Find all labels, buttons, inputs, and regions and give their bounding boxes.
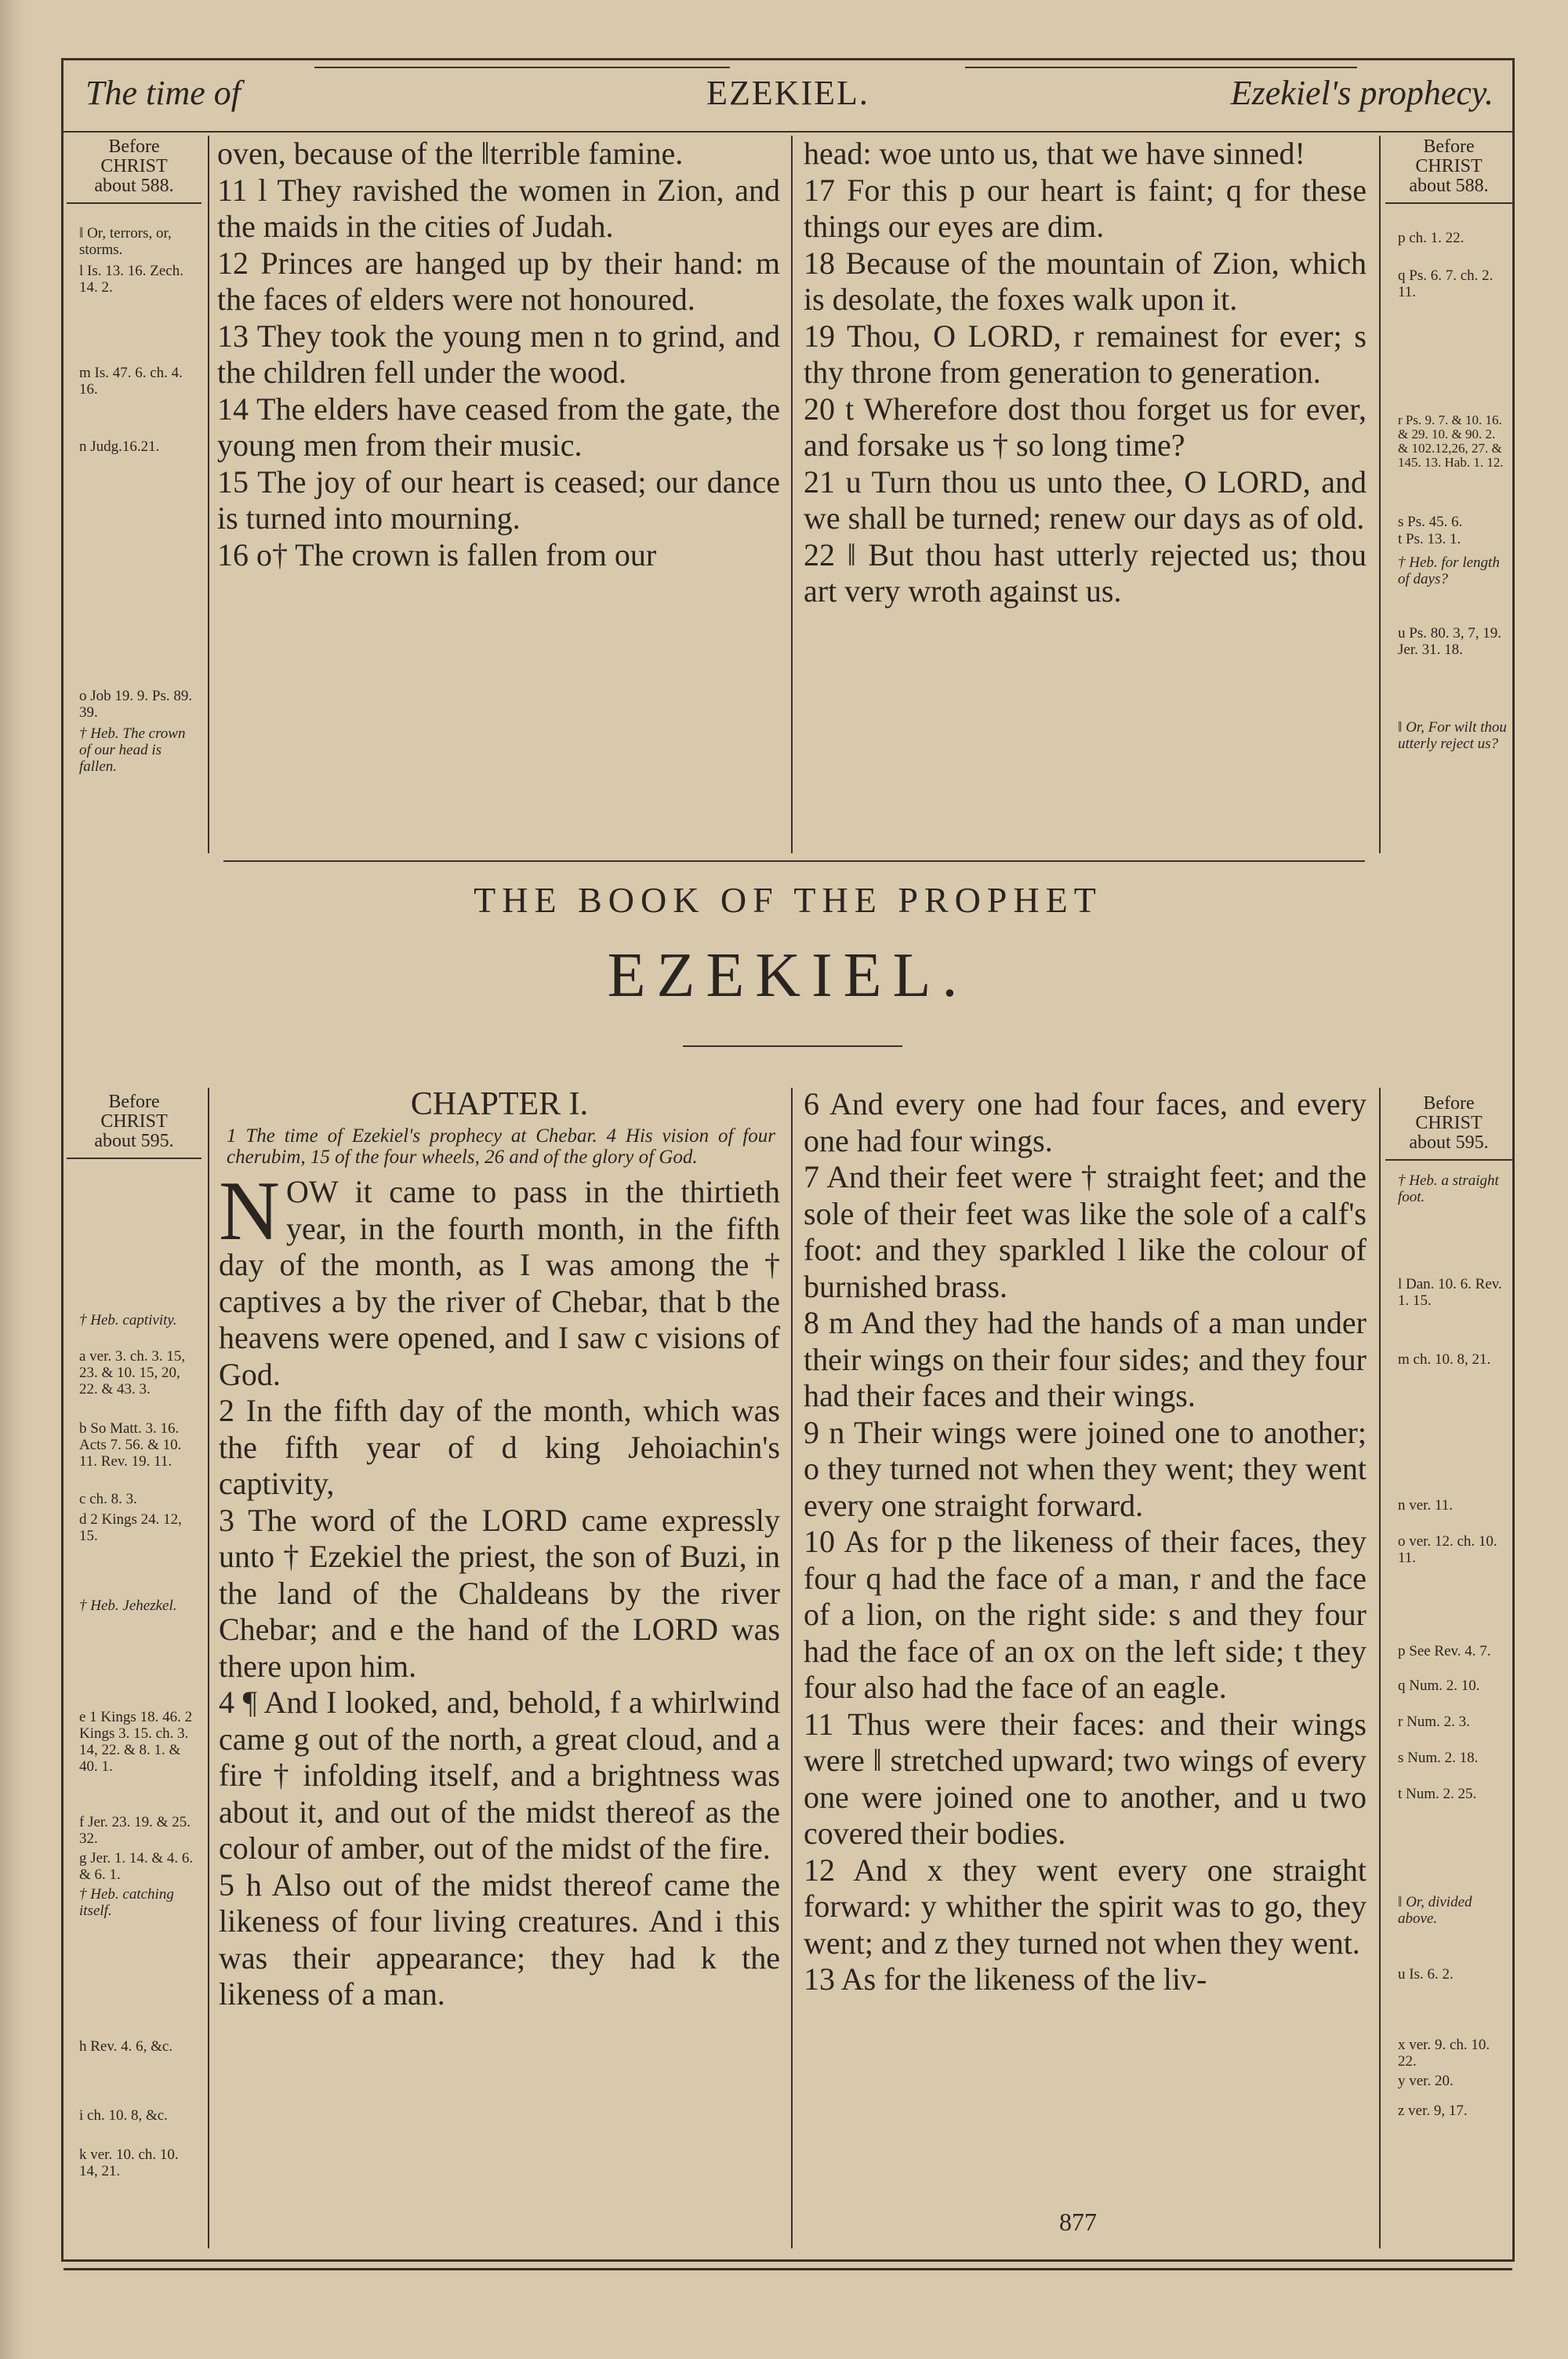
era-label: Before CHRIST about 595. [1409,1093,1489,1153]
verse: 6 And every one had four faces, and every one had four wings. [804,1086,1367,1158]
margin-divider [1379,136,1381,853]
verse: 9 n Their wings were joined one to another; o they turned not when they went; they went every one straight forward. [804,1414,1367,1523]
verse: 19 Thou, O LORD, r remainest for ever; s thy throne from generation to generation. [804,318,1367,390]
margin-note: † Heb. captivity. [79,1312,177,1329]
margin-divider [1379,1088,1381,2248]
chapter-left-column [219,1086,780,2013]
verse: 20 t Wherefore dost thou forget us for ever, and forsake us † so long time? [804,391,1367,463]
verse: 14 The elders have ceased from the gate, the young men from their music. [217,391,780,463]
chapter-right-column [804,1086,1367,1998]
margin-note: z ver. 9, 17. [1398,2103,1468,2119]
margin-note: a ver. 3. ch. 3. 15, 23. & 10. 15, 20, 22. & 43. 3. [79,1348,186,1398]
margin-note: u Ps. 80. 3, 7, 19. Jer. 31. 18. [1398,625,1501,658]
verse: 12 Princes are hanged up by their hand: m the faces of elders were not honoured. [217,245,780,317]
margin-note: k ver. 10. ch. 10. 14, 21. [79,2146,179,2179]
margin-note: h Rev. 4. 6, &c. [79,2038,173,2055]
margin-note: † Heb. a straight foot. [1398,1172,1499,1205]
book-title-line: THE BOOK OF THE PROPHET [474,880,1102,920]
verse: 18 Because of the mountain of Zion, which is desolate, the foxes walk upon it. [804,245,1367,317]
margin-note: o ver. 12. ch. 10. 11. [1398,1533,1497,1566]
header-left-text: The time of [85,74,241,112]
margin-note: b So Matt. 3. 16. Acts 7. 56. & 10. 11. Rev. 19. 11. [79,1420,182,1470]
verse: 21 u Turn thou us unto thee, O LORD, and we shall be turned; renew our days as of old. [804,463,1367,536]
verse: 16 o† The crown is fallen from our [217,536,657,572]
margin-note: g Jer. 1. 14. & 4. 6. & 6. 1. [79,1850,194,1883]
verse: 13 As for the likeness of the liv- [804,1961,1207,1997]
column-divider [791,1088,793,2248]
verse: 7 And their feet were † straight feet; and the sole of their feet was like the sole of a calf's foot: and they sparkled l like the colour of burnished brass. [804,1159,1367,1304]
bottom-left-margin [64,1092,205,1159]
margin-note: r Num. 2. 3. [1398,1714,1470,1730]
chapter-heading: CHAPTER I. [410,1086,589,1122]
margin-note: † Heb. The crown of our head is fallen. [79,725,186,775]
verse: 12 And x they went every one straight forward: y whither the spirit was to go, they went; and z they turned not when they went. [804,1852,1367,1961]
margin-note: p See Rev. 4. 7. [1398,1643,1491,1659]
margin-note: t Ps. 13. 1. [1398,531,1461,547]
title-underline [683,1045,902,1047]
margin-note: i ch. 10. 8, &c. [79,2107,168,2124]
book-title: EZEKIEL. [607,941,969,1010]
era-label: Before CHRIST about 588. [94,136,174,196]
top-right-margin [1382,137,1515,204]
margin-note: † Heb. catching itself. [79,1886,174,1919]
margin-note: x ver. 9. ch. 10. 22. [1398,2037,1490,2070]
margin-note: l Dan. 10. 6. Rev. 1. 15. [1398,1276,1502,1309]
top-left-margin [64,137,205,204]
page-frame [61,58,1515,2262]
header-rule-left [314,67,730,68]
verse: head: woe unto us, that we have sinned! [804,136,1305,171]
verse: oven, because of the ‖terrible famine. [217,136,684,171]
verse: 5 h Also out of the midst thereof came the likeness of four living creatures. And i this was their appearance; they had k the likeness of a man. [219,1866,780,2012]
verse: 15 The joy of our heart is ceased; our dance is turned into mourning. [217,463,780,536]
margin-note: e 1 Kings 18. 46. 2 Kings 3. 15. ch. 3. 14, 22. & 8. 1. & 40. 1. [79,1709,193,1775]
margin-note: t Num. 2. 25. [1398,1786,1477,1802]
margin-note: r Ps. 9. 7. & 10. 16. & 29. 10. & 90. 2. & 102.12,26, 27. & 145. 13. Hab. 1. 12. [1398,413,1504,470]
verse: 22 ‖ But thou hast utterly rejected us; thou art very wroth against us. [804,536,1367,609]
verse: 13 They took the young men n to grind, and the children fell under the wood. [217,318,780,390]
section-divider [223,860,1365,862]
margin-note: s Ps. 45. 6. [1398,514,1463,530]
margin-note: c ch. 8. 3. [79,1491,137,1507]
margin-note: m Is. 47. 6. ch. 4. 16. [79,365,183,398]
header-rule-right [965,67,1357,68]
top-right-text-column [804,136,1367,610]
margin-note: o Job 19. 9. Ps. 89. 39. [79,688,193,721]
margin-note: † Heb. Jehezkel. [79,1598,177,1614]
header-book-name: EZEKIEL. [706,74,869,112]
era-label: Before CHRIST about 595. [94,1092,174,1151]
margin-note: ‖ Or, For wilt thou utterly reject us? [1398,719,1507,752]
margin-note: d 2 Kings 24. 12, 15. [79,1511,182,1544]
column-divider [791,136,793,853]
page-number: 877 [1059,2208,1097,2236]
margin-note: l Is. 13. 16. Zech. 14. 2. [79,263,183,296]
verse: 4 ¶ And I looked, and, behold, f a whirlwind came g out of the north, a great cloud, and a fire † infolding itself, and a brightness was about it, and out of the midst thereof as the colour of amber, out of the midst of the fire. [219,1685,780,1866]
margin-divider [208,1088,209,2248]
era-label: Before CHRIST about 588. [1409,136,1489,196]
margin-note: m ch. 10. 8, 21. [1398,1351,1491,1368]
verse: NOW it came to pass in the thirtieth year, in the fourth month, in the fifth day of the month, as I was among the † captives a by the river of Chebar, that b the heavens were opened, and I saw c visions of God. [219,1165,780,1392]
chapter-summary: 1 The time of Ezekiel's prophecy at Chebar. 4 His vision of four cherubim, 15 of the four wheels, 26 and of the glory of God. [227,1125,775,1168]
drop-cap: N [219,1165,280,1258]
verse: 3 The word of the LORD came expressly unto † Ezekiel the priest, the son of Buzi, in the land of the Chaldeans by the river Chebar; and e the hand of the LORD was there upon him. [219,1502,780,1684]
margin-note: u Is. 6. 2. [1398,1966,1454,1983]
margin-note: p ch. 1. 22. [1398,230,1465,246]
margin-note: n Judg.16.21. [79,438,160,455]
verse: 11 Thus were their faces: and their wings were ‖ stretched upward; two wings of every one were joined one to another, and u two covered their bodies. [804,1706,1367,1851]
verse: 17 For this p our heart is faint; q for these things our eyes are dim. [804,172,1367,244]
margin-note: n ver. 11. [1398,1497,1454,1514]
margin-note: f Jer. 23. 19. & 25. 32. [79,1814,191,1847]
margin-divider [208,136,209,853]
verse: 11 l They ravished the women in Zion, and the maids in the cities of Judah. [217,172,780,244]
top-left-text-column [217,136,780,573]
verse: 10 As for p the likeness of their faces, they four q had the face of a man, r and the face of a lion, on the right side: s and they four had the face of an ox on the left side; t they four also had the face of an eagle. [804,1524,1367,1705]
margin-note: q Ps. 6. 7. ch. 2. 11. [1398,267,1494,300]
verse: 8 m And they had the hands of a man under their wings on their four sides; and they four had their faces and their wings. [804,1305,1367,1413]
margin-note: ‖ Or, terrors, or, storms. [79,225,172,258]
header-right-text: Ezekiel's prophecy. [1230,74,1494,112]
page-gutter-edge [0,0,27,2359]
margin-note: † Heb. for length of days? [1398,554,1500,587]
bottom-right-margin [1382,1094,1515,1161]
margin-note: q Num. 2. 10. [1398,1677,1480,1694]
margin-note: s Num. 2. 18. [1398,1750,1479,1766]
margin-note: y ver. 20. [1398,2073,1454,2089]
verse: 2 In the fifth day of the month, which was the fifth year of d king Jehoiachin's captivity, [219,1393,780,1501]
running-header [64,60,1512,133]
margin-note: ‖ Or, divided above. [1398,1894,1472,1927]
